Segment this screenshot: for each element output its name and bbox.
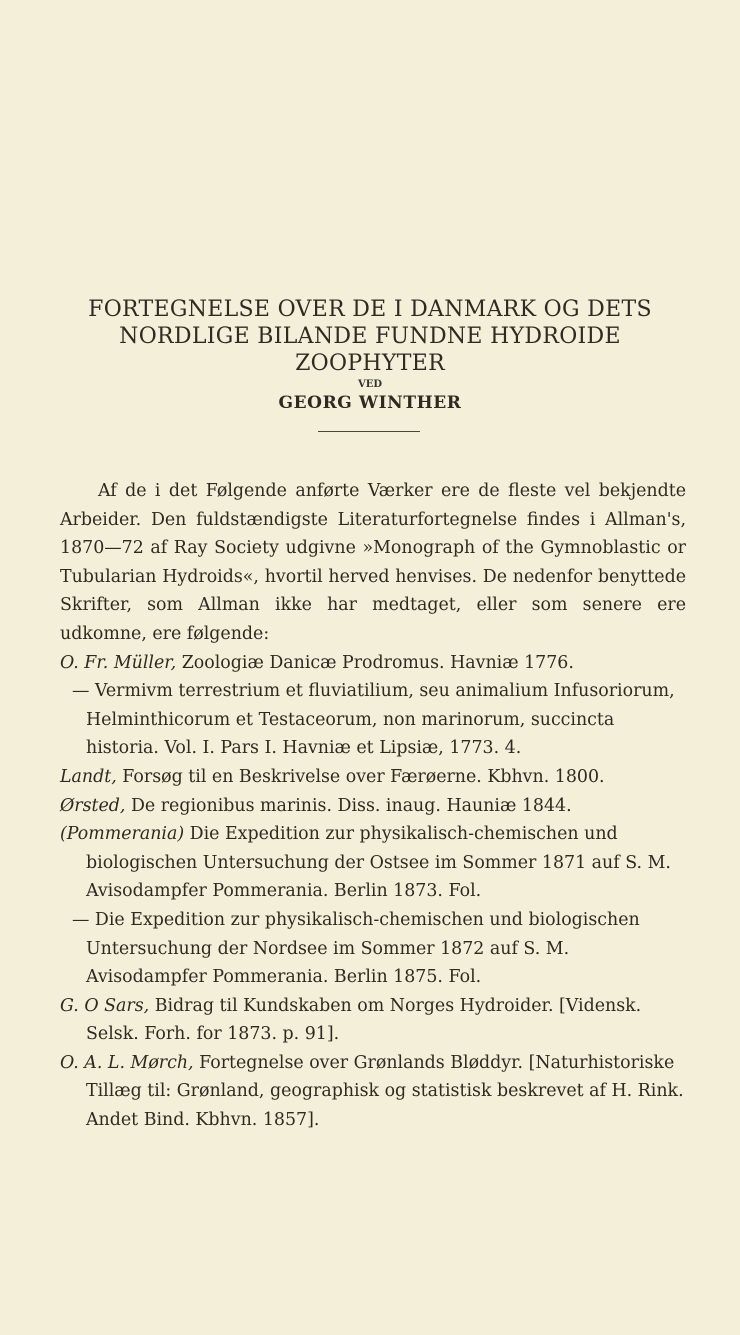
title-line-1: FORTEGNELSE OVER DE I DANMARK OG DETS xyxy=(88,297,652,322)
page-title xyxy=(0,296,740,377)
ved-label: VED xyxy=(357,379,383,390)
entry-author: O. Fr. Müller, xyxy=(60,652,177,673)
entry-author: Ørsted, xyxy=(60,795,126,816)
entry-text: De regionibus marinis. Diss. inaug. Hauniæ 1844. xyxy=(125,795,572,816)
entry-text: Vermivm terrestrium et fluviatilium, seu animalium Infusoriorum, Helminthicorum et Testaceorum, non marinorum, succincta historia. Vol. I. Pars I. Havniæ et Lipsiæ, 1773. 4. xyxy=(86,681,675,759)
entry-text: Forsøg til en Beskrivelse over Færøerne. Kbhvn. 1800. xyxy=(116,766,605,787)
entry-author: (Pommerania) xyxy=(60,824,185,845)
bibliography-entry xyxy=(60,763,686,792)
entry-author: — xyxy=(72,681,90,702)
bibliography-entry xyxy=(60,1049,686,1135)
entry-text: Fortegnelse over Grønlands Bløddyr. [Naturhistoriske Tillæg til: Grønland, geographisk og statistisk beskrevet af H. Rink. Andet Bind. Kbhvn. 1857]. xyxy=(86,1052,684,1131)
bibliography-entry xyxy=(60,649,686,678)
author-name: GEORG WINTHER xyxy=(278,393,462,413)
bibliography-entry xyxy=(60,906,686,992)
entry-author: O. A. L. Mørch, xyxy=(60,1052,194,1073)
bibliography-entry xyxy=(60,792,686,821)
title-line-3: ZOOPHYTER xyxy=(295,351,445,376)
entry-text: Bidrag til Kundskaben om Norges Hydroider. [Vidensk. Selsk. Forh. for 1873. p. 91]. xyxy=(86,995,642,1045)
bibliography-entry xyxy=(60,677,686,763)
entry-text: Zoologiæ Danicæ Prodromus. Havniæ 1776. xyxy=(176,652,574,673)
intro-paragraph: Af de i det Følgende anførte Værker ere de fleste vel bekjendte Arbeider. Den fuldstændigste Literaturfortegnelse findes i Allman's, 1870—72 af Ray Society udgivne »Monograph of the Gymnoblastic or Tubularian Hydroids«, hvortil herved henvises. De nedenfor benyttede Skrifter, som Allman ikke har medtaget, eller som senere ere udkomne, ere følgende: xyxy=(60,481,686,644)
document-body xyxy=(60,477,686,1135)
divider-rule xyxy=(318,431,420,432)
entry-text: Die Expedition zur physikalisch-chemischen und biologischen Untersuchung der Nordsee im Sommer 1872 auf S. M. Avisodampfer Pommerania. Berlin 1875. Fol. xyxy=(86,909,640,988)
entry-author: — xyxy=(72,909,90,930)
bibliography-entry xyxy=(60,992,686,1049)
title-line-2: NORDLIGE BILANDE FUNDNE HYDROIDE xyxy=(119,324,621,349)
bibliography-entry xyxy=(60,820,686,906)
entry-author: Landt, xyxy=(60,766,117,787)
entry-text: Die Expedition zur physikalisch-chemischen und biologischen Untersuchung der Ostsee im Sommer 1871 auf S. M. Avisodampfer Pommerania. Berlin 1873. Fol. xyxy=(86,824,671,902)
entry-author: G. O Sars, xyxy=(60,995,150,1016)
